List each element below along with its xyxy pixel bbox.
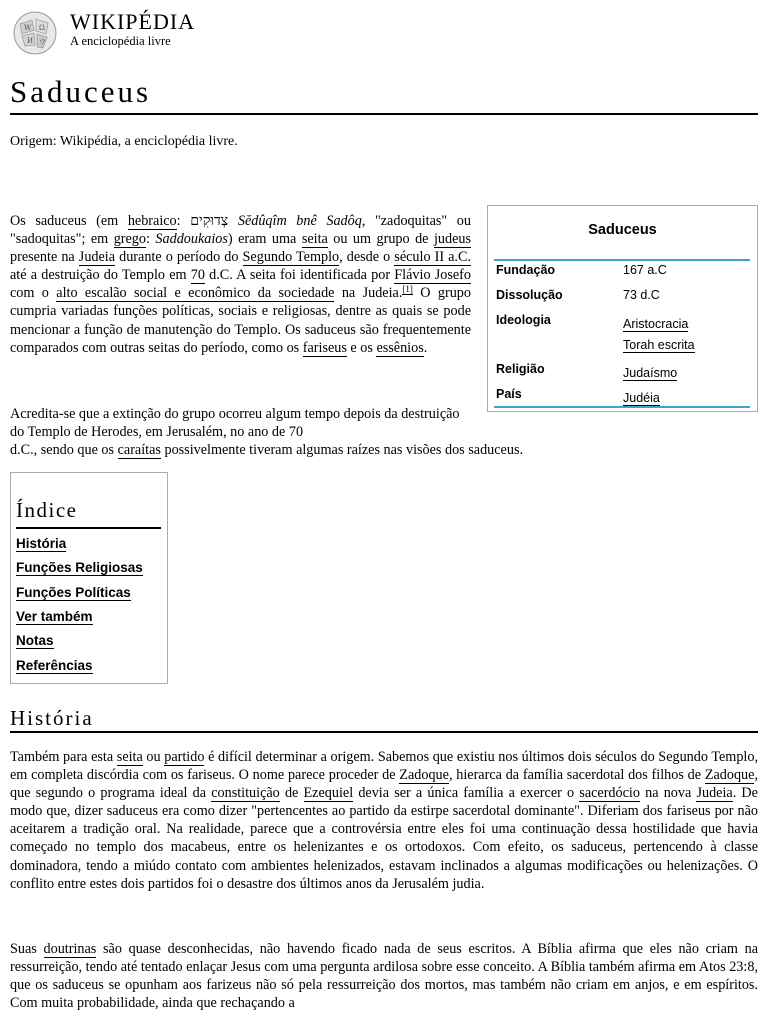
toc-item[interactable]: Funções Políticas	[16, 584, 131, 600]
inline-link[interactable]: alto escalão social e econômico da sociedade	[56, 285, 335, 302]
toc-item[interactable]: Referências	[16, 657, 93, 673]
inline-link[interactable]: sacerdócio	[579, 785, 640, 802]
extinction-text-end: d.C., sendo que os caraítas possivelmente tiveram algumas raízes nas visões dos saduceus.	[10, 442, 524, 459]
inline-link[interactable]: grego	[113, 231, 146, 248]
wikipedia-globe-logo[interactable]	[10, 10, 60, 56]
table-of-contents	[10, 472, 168, 684]
toc-item[interactable]: História	[16, 536, 67, 551]
infobox-value[interactable]: Aristocracia	[623, 317, 689, 331]
toc-item[interactable]: Funções Religiosas	[16, 560, 143, 576]
toc-divider	[16, 527, 161, 529]
historia-paragraph-2: Suas doutrinas são quase desconhecidas, não havendo ficado nada de seus escritos. A Bíblia afirma que eles não criam na ressurreição, tendo até tentado enlaçar Jesus com uma pergunta ardilosa sobre esse conceito. A Bíblia também afirma em Atos 23:8, que os saduceus se opunham aos farizeus não só pela ressurreição dos mortos, mas também não criam em anjos, e em espíritos. Com muita probabilidade, ainda que rechaçando a	[10, 941, 758, 1012]
infobox-value[interactable]: Torah escrita	[623, 338, 695, 352]
inline-link[interactable]: Zadoque	[704, 767, 755, 784]
extinction-paragraph	[10, 405, 524, 459]
wikipedia-wordmark[interactable]	[70, 10, 195, 49]
svg-text:Ω: Ω	[39, 24, 45, 32]
section-heading-historia: História	[10, 706, 94, 730]
historia-paragraph-1: Também para esta seita ou partido é difícil determinar a origem. Sabemos que existiu nos últimos dois séculos do Segundo Templo, em completa discórdia com os fariseus. O nome parece proceder de Zadoque, hierarca da família sacerdotal dos filhos de Zadoque, que segundo o programa ideal da constituição de Ezequiel devia ser a única família a exercer o sacerdócio na nova Judeia. De modo que, dizer saduceus era como dizer "pertencentes ao partido da estirpe sacerdotal dominante". Diferiam dos fariseus por não aceitarem a tradição oral. Na realidade, parece que a controvérsia entre eles foi uma continuação dessa hostilidade que havia começado no templo dos macabeus, entre os helenizantes e os ortodoxos. Com efeito, os saduceus, pertencendo à classe dominadora, tendo a miúdo contato com ambientes helenizados, estavam inclinados a algumas modificações ou helenizações. O conflito entre estes dois partidos foi o desastre dos últimos anos da Jerusalém judia.	[10, 749, 759, 892]
infobox-top-rule	[494, 259, 750, 261]
inline-link[interactable]: seita	[116, 749, 143, 765]
toc-item[interactable]: Notas	[16, 633, 54, 649]
inline-link[interactable]: Judeia	[78, 249, 116, 266]
toc-item[interactable]: Ver também	[16, 608, 93, 624]
svg-text:ウ: ウ	[39, 38, 46, 46]
infobox	[487, 205, 758, 412]
italic-term: Sĕdûqîm bnê Sadôq	[237, 213, 362, 229]
inline-link[interactable]: doutrinas	[43, 941, 97, 957]
intro-paragraph: Os saduceus (em hebraico: צְדוּקִים Sĕdûqîm bnê Sadôq, "zadoquitas" ou "sadoquitas"; em grego: Saddoukaios) eram uma seita ou um grupo de judeus presente na Judeia durante o período do Segundo Templo, desde o século II a.C. até a destruição do Templo em 70 d.C. A seita foi identificada por Flávio Josefo com o alto escalão social e econômico da sociedade na Judeia.[1] O grupo cumpria variadas funções políticas, sociais e religiosas, dentre as quais se pode mencionar a função de manutenção do Templo. Os saduceus são frequentemente comparados com outras seitas do período, como os fariseus e os essênios.	[10, 213, 471, 356]
italic-term: Saddoukaios	[155, 231, 228, 248]
inline-link[interactable]: 70	[190, 267, 205, 284]
svg-text:И: И	[27, 37, 34, 45]
inline-link[interactable]: judeus	[433, 231, 471, 248]
inline-link[interactable]: Ezequiel	[303, 785, 354, 802]
inline-link[interactable]: Flávio Josefo	[394, 267, 471, 284]
page-title: Saduceus	[10, 74, 152, 109]
wordmark-title: WIKIPÉDIA	[70, 9, 196, 34]
inline-link[interactable]: Segundo Templo	[242, 249, 340, 266]
toc-title: Índice	[16, 498, 78, 522]
inline-link[interactable]: fariseus	[302, 339, 347, 356]
infobox-value[interactable]: Judéia	[623, 391, 660, 405]
infobox-label: País	[496, 387, 522, 401]
section-divider	[10, 731, 758, 733]
infobox-label: Dissolução	[496, 288, 563, 302]
wordmark-tagline: A enciclopédia livre	[70, 34, 171, 48]
extinction-text: Acredita-se que a extinção do grupo ocorreu algum tempo depois da destruição do Templo de Herodes, em Jerusalém, no ano de 70	[10, 406, 460, 441]
infobox-label: Fundação	[496, 263, 556, 277]
inline-link[interactable]: partido	[164, 749, 205, 765]
infobox-bottom-rule	[494, 406, 750, 408]
inline-link[interactable]: Judeia	[696, 785, 733, 802]
reference-link[interactable]: [1]	[402, 283, 413, 294]
inline-link[interactable]: seita	[301, 231, 328, 248]
inline-link[interactable]: caraítas	[117, 442, 161, 459]
inline-link[interactable]: essênios	[376, 339, 424, 356]
infobox-label: Ideologia	[496, 313, 551, 327]
inline-link[interactable]: hebraico	[127, 213, 177, 229]
infobox-value: 73 d.C	[623, 288, 660, 302]
svg-text:W: W	[24, 24, 32, 32]
infobox-title: Saduceus	[588, 222, 657, 238]
title-divider	[10, 113, 758, 115]
inline-link[interactable]: Zadoque	[399, 767, 449, 784]
infobox-label: Religião	[496, 362, 545, 376]
infobox-value[interactable]: Judaísmo	[623, 366, 678, 380]
inline-link[interactable]: século II a.C.	[394, 249, 471, 266]
origin-note: Origem: Wikipédia, a enciclopédia livre.	[10, 134, 238, 149]
infobox-value: 167 a.C	[623, 263, 667, 277]
inline-link[interactable]: constituição	[211, 785, 280, 802]
